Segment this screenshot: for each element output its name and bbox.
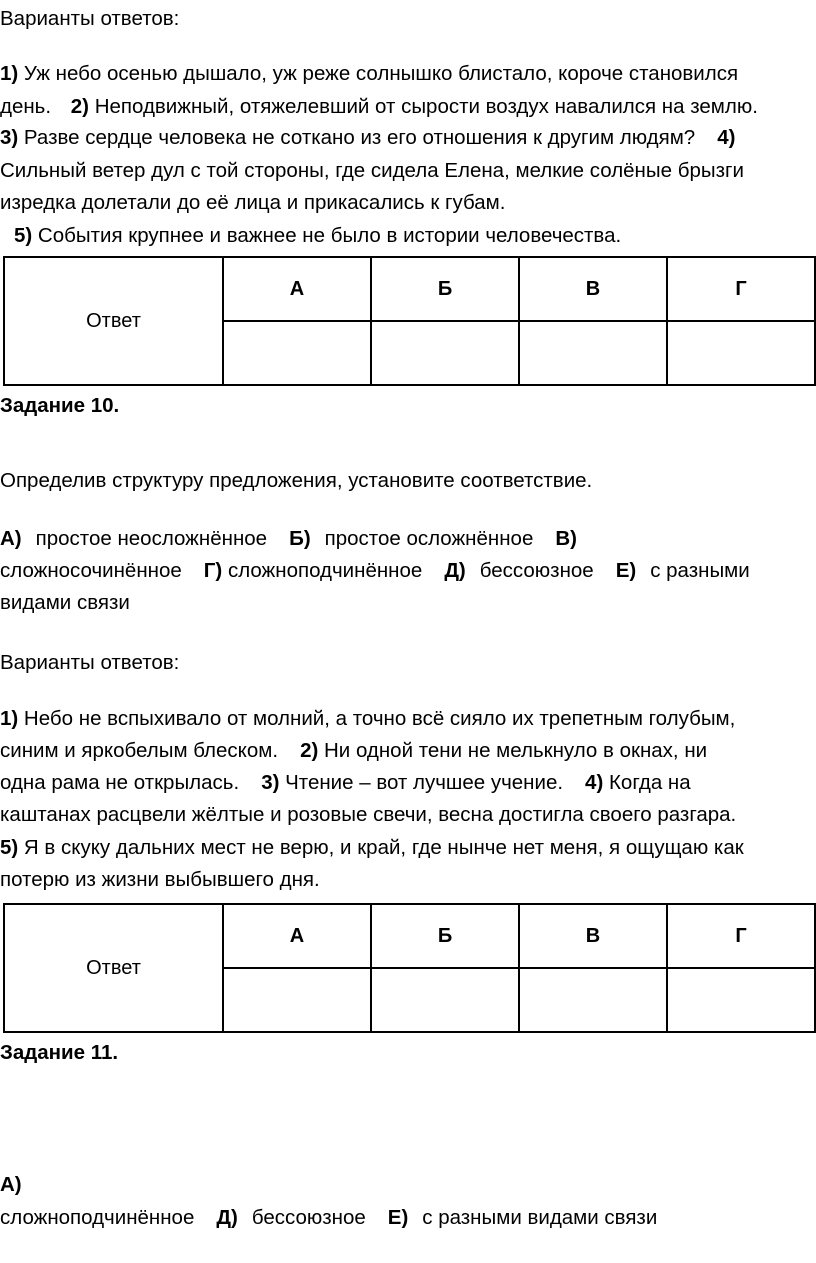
column-header-b: Б bbox=[371, 904, 519, 968]
t10-option-5-line-1: 5) Я в скуку дальних мест не верю, и край, где нынче нет меня, я ощущаю как bbox=[0, 836, 744, 859]
column-header-a: А bbox=[223, 904, 371, 968]
option-3-line: 3) Разве сердце человека не соткано из его отношения к другим людям? 4) bbox=[0, 126, 736, 149]
answer-cell-a[interactable] bbox=[223, 968, 371, 1032]
variants-heading: Варианты ответов: bbox=[0, 7, 180, 30]
task-11-category-a: А) bbox=[0, 1173, 22, 1196]
task-10-instruction: Определив структуру предложения, установите соответствие. bbox=[0, 469, 593, 492]
answer-table-task10 bbox=[3, 903, 816, 1033]
answer-cell-b[interactable] bbox=[371, 321, 519, 385]
categories-line-1: А) простое неосложнённое Б) простое осложнённое В) bbox=[0, 527, 577, 550]
column-header-b: Б bbox=[371, 257, 519, 321]
option-5-line: 5) События крупнее и важнее не было в истории человечества. bbox=[14, 224, 622, 247]
option-number: 5) bbox=[14, 224, 33, 247]
answer-cell-g[interactable] bbox=[667, 321, 815, 385]
task-11-title: Задание 11. bbox=[0, 1041, 119, 1064]
option-number: 4) bbox=[717, 126, 736, 149]
answer-row-label: Ответ bbox=[4, 904, 223, 1032]
option-number: 2) bbox=[70, 95, 89, 118]
option-number: 3) bbox=[0, 126, 19, 149]
answer-row-label: Ответ bbox=[4, 257, 223, 385]
option-4-line-2: изредка долетали до её лица и прикасались к губам. bbox=[0, 191, 506, 214]
answer-table-task9 bbox=[3, 256, 816, 386]
categories-line-3: видами связи bbox=[0, 591, 130, 614]
answer-cell-v[interactable] bbox=[519, 321, 667, 385]
column-header-v: В bbox=[519, 904, 667, 968]
categories-line-2: сложносочинённое Г) сложноподчинённое Д) бессоюзное Е) с разными bbox=[0, 559, 750, 582]
t10-option-5-line-2: потерю из жизни выбывшего дня. bbox=[0, 868, 320, 891]
task-10-title: Задание 10. bbox=[0, 394, 120, 417]
task-11-categories-line: сложноподчинённое Д) бессоюзное Е) с разными видами связи bbox=[0, 1206, 658, 1229]
column-header-g: Г bbox=[667, 257, 815, 321]
column-header-v: В bbox=[519, 257, 667, 321]
t10-option-1-line-2: синим и яркобелым блеском. 2) Ни одной тени не мелькнуло в окнах, ни bbox=[0, 739, 708, 762]
answer-cell-a[interactable] bbox=[223, 321, 371, 385]
option-1-line-1: 1) Уж небо осенью дышало, уж реже солнышко блистало, короче становился bbox=[0, 62, 739, 85]
column-header-a: А bbox=[223, 257, 371, 321]
t10-option-1-line-1: 1) Небо не вспыхивало от молний, а точно всё сияло их трепетным голубым, bbox=[0, 707, 736, 730]
answer-cell-v[interactable] bbox=[519, 968, 667, 1032]
task-10-variants-heading: Варианты ответов: bbox=[0, 651, 180, 674]
option-4-line-1: Сильный ветер дул с той стороны, где сидела Елена, мелкие солёные брызги bbox=[0, 159, 744, 182]
column-header-g: Г bbox=[667, 904, 815, 968]
option-1-line-2: день. 2) Неподвижный, отяжелевший от сырости воздух навалился на землю. bbox=[0, 95, 758, 118]
answer-cell-b[interactable] bbox=[371, 968, 519, 1032]
answer-cell-g[interactable] bbox=[667, 968, 815, 1032]
t10-option-2-line-2: одна рама не открылась. 3) Чтение – вот лучшее учение. 4) Когда на bbox=[0, 771, 691, 794]
t10-option-4-line-2: каштанах расцвели жёлтые и розовые свечи, весна достигла своего разгара. bbox=[0, 803, 737, 826]
option-number: 1) bbox=[0, 62, 19, 85]
